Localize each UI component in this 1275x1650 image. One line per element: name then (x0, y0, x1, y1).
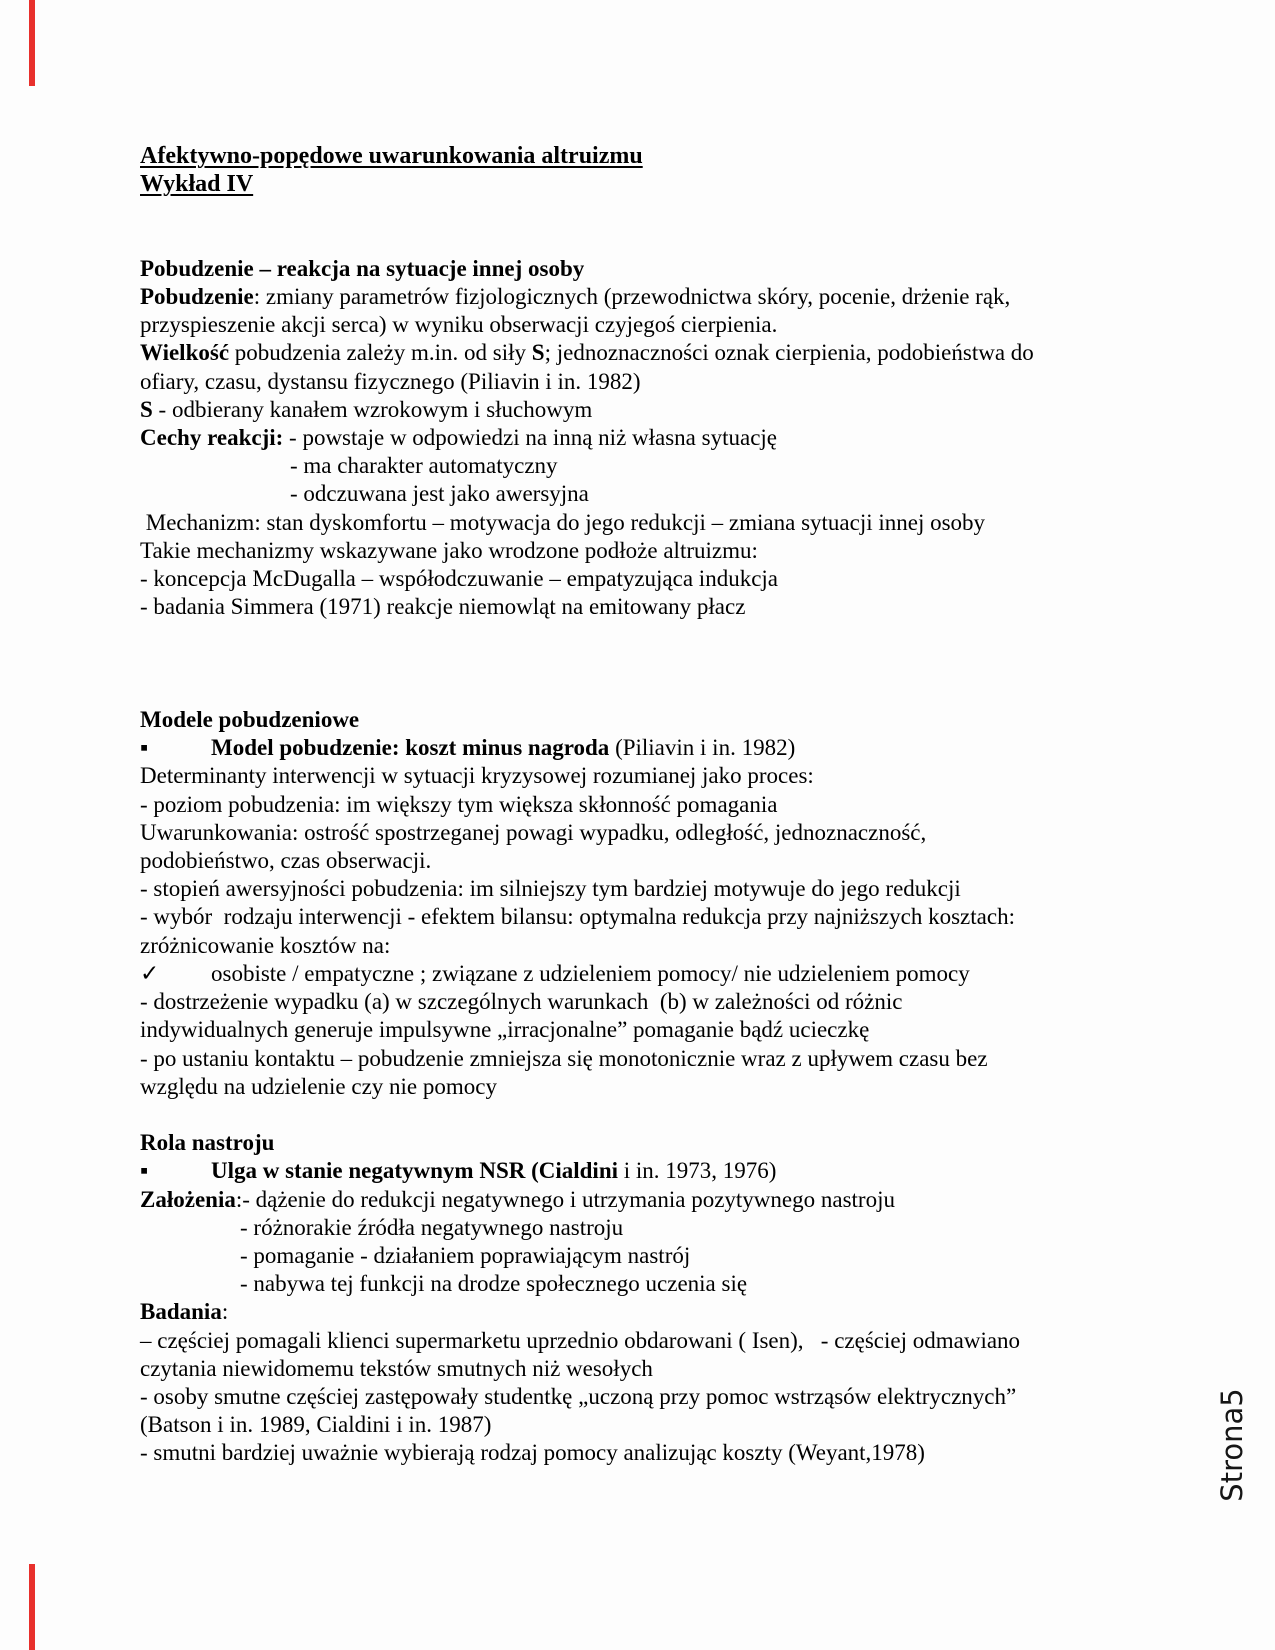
text-segment: S (140, 396, 153, 422)
blank-line (140, 621, 1200, 649)
text-segment: - badania Simmera (1971) reakcje niemowląt na emitowany płacz (140, 594, 746, 620)
text-segment: względu na udzielenie czy nie pomocy (140, 1073, 497, 1099)
text-segment: - po ustaniu kontaktu – pobudzenie zmniejsza się monotonicznie wraz z upływem czasu bez (140, 1045, 988, 1071)
text-line (140, 960, 1200, 988)
text-segment: (Piliavin i in. 1982) (609, 735, 796, 761)
text-segment: – częściej pomagali klienci supermarketu uprzednio obdarowani ( Isen), - częściej odmawiano (140, 1327, 1021, 1353)
text-segment: osobiste / empatyczne ; związane z udzieleniem pomocy/ nie udzieleniem pomocy (211, 960, 970, 986)
text-line (140, 339, 1200, 367)
text-line (140, 847, 1200, 875)
text-segment: indywidualnych generuje impulsywne „irracjonalne” pomaganie bądź ucieczkę (140, 1017, 870, 1043)
text-segment: podobieństwo, czas obserwacji. (140, 848, 432, 874)
text-segment: Pobudzenie – reakcja na sytuacje innej osoby (140, 255, 585, 281)
text-segment: : zmiany parametrów fizjologicznych (przewodnictwa skóry, pocenie, drżenie rąk, (253, 284, 1011, 310)
text-segment: Model pobudzenie: koszt minus nagroda (211, 735, 610, 761)
square-bullet-icon: ▪ (140, 1158, 149, 1184)
text-line (140, 1439, 1200, 1467)
blank-line (140, 227, 1200, 255)
text-segment: - poziom pobudzenia: im większy tym większa skłonność pomagania (140, 791, 778, 817)
text-segment: Afektywno-popędowe uwarunkowania altruizmu (140, 143, 643, 169)
text-segment: - ma charakter automatyczny (290, 453, 558, 479)
text-segment: ; jednoznaczności oznak cierpienia, podobieństwa do (544, 340, 1034, 366)
text-segment: Cechy reakcji: (140, 425, 284, 451)
page-edge-mark-top (29, 0, 35, 86)
text-line (140, 1270, 1200, 1298)
page-number-label: Strona5 (1215, 1388, 1249, 1502)
text-segment: Pobudzenie (140, 284, 254, 310)
text-line (140, 903, 1200, 931)
text-segment: - koncepcja McDugalla – współodczuwanie – empatyzująca indukcja (140, 566, 779, 592)
text-segment: Determinanty interwencji w sytuacji kryzysowej rozumianej jako proces: (140, 763, 814, 789)
text-segment: Mechanizm: stan dyskomfortu – motywacja do jego redukcji – zmiana sytuacji innej osoby (140, 509, 986, 535)
text-line (140, 255, 1200, 283)
text-line (140, 1016, 1200, 1044)
text-segment: : (221, 1299, 229, 1325)
text-segment: - odczuwana jest jako awersyjna (290, 481, 589, 507)
text-line (140, 791, 1200, 819)
text-line (140, 368, 1200, 396)
text-line (140, 1157, 1200, 1185)
text-line (140, 1242, 1200, 1270)
text-line (140, 875, 1200, 903)
text-segment: (Batson i in. 1989, Cialdini i in. 1987) (140, 1412, 492, 1438)
text-line (140, 932, 1200, 960)
text-segment: Rola nastroju (140, 1130, 275, 1156)
blank-line (140, 198, 1200, 226)
text-segment: - pomaganie - działaniem poprawiającym nastrój (240, 1242, 691, 1268)
text-segment: - różnorakie źródła negatywnego nastroju (240, 1214, 624, 1240)
text-segment: - nabywa tej funkcji na drodze społecznego uczenia się (240, 1271, 748, 1297)
text-line (140, 593, 1200, 621)
text-line (140, 1045, 1200, 1073)
blank-line (140, 650, 1200, 678)
text-line (140, 706, 1200, 734)
text-line (140, 1327, 1200, 1355)
square-bullet-icon: ▪ (140, 735, 149, 761)
text-segment: Modele pobudzeniowe (140, 707, 360, 733)
text-line (140, 142, 1200, 170)
text-line (140, 1129, 1200, 1157)
text-line (140, 1073, 1200, 1101)
text-segment: - stopień awersyjności pobudzenia: im silniejszy tym bardziej motywuje do jego redukcji (140, 876, 961, 902)
text-segment: - wybór rodzaju interwencji - efektem bilansu: optymalna redukcja przy najniższych kosztach: (140, 904, 1015, 930)
text-segment: przyspieszenie akcji serca) w wyniku obserwacji czyjegoś cierpienia. (140, 312, 778, 338)
text-line (140, 1411, 1200, 1439)
text-line (140, 509, 1200, 537)
text-segment: - smutni bardziej uważnie wybierają rodzaj pomocy analizując koszty (Weyant,1978) (140, 1440, 925, 1466)
text-line (140, 988, 1200, 1016)
text-line (140, 283, 1200, 311)
text-line (140, 480, 1200, 508)
checkmark-icon: ✓ (140, 960, 160, 986)
document-lines (140, 142, 1200, 1468)
text-line (140, 1383, 1200, 1411)
text-segment: - powstaje w odpowiedzi na inną niż własna sytuację (283, 425, 777, 451)
text-segment: - odbierany kanałem wzrokowym i słuchowym (152, 396, 593, 422)
text-segment: :- dążenie do redukcji negatywnego i utrzymania pozytywnego nastroju (235, 1186, 895, 1212)
text-segment: ofiary, czasu, dystansu fizycznego (Piliavin i in. 1982) (140, 368, 641, 394)
page-edge-mark-bottom (29, 1564, 35, 1650)
text-segment: - dostrzeżenie wypadku (a) w szczególnych warunkach (b) w zależności od różnic (140, 989, 903, 1015)
text-segment: Ulga w stanie negatywnym NSR (Cialdini (211, 1158, 619, 1184)
text-line (140, 170, 1200, 198)
blank-line (140, 1101, 1200, 1129)
text-line (140, 762, 1200, 790)
text-line (140, 452, 1200, 480)
text-line (140, 565, 1200, 593)
text-segment: zróżnicowanie kosztów na: (140, 932, 391, 958)
blank-line (140, 678, 1200, 706)
text-segment: Badania (140, 1299, 222, 1325)
text-line (140, 1186, 1200, 1214)
text-segment: pobudzenia zależy m.in. od siły (229, 340, 532, 366)
text-segment: Uwarunkowania: ostrość spostrzeganej powagi wypadku, odległość, jednoznaczność, (140, 819, 927, 845)
text-segment: Wielkość (140, 340, 230, 366)
text-line (140, 424, 1200, 452)
text-segment: Takie mechanizmy wskazywane jako wrodzone podłoże altruizmu: (140, 537, 758, 563)
text-segment: i in. 1973, 1976) (618, 1158, 777, 1184)
text-segment: - osoby smutne częściej zastępowały studentkę „uczoną przy pomoc wstrząsów elektrycznych” (140, 1383, 1017, 1409)
text-segment: Założenia (140, 1186, 236, 1212)
text-line (140, 734, 1200, 762)
text-line (140, 819, 1200, 847)
text-line (140, 1355, 1200, 1383)
text-segment: Wykład IV (140, 171, 254, 198)
text-line (140, 1298, 1200, 1326)
text-segment: S (531, 340, 545, 366)
text-line (140, 1214, 1200, 1242)
text-segment: czytania niewidomemu tekstów smutnych niż wesołych (140, 1355, 653, 1381)
text-line (140, 537, 1200, 565)
text-line (140, 311, 1200, 339)
text-line (140, 396, 1200, 424)
